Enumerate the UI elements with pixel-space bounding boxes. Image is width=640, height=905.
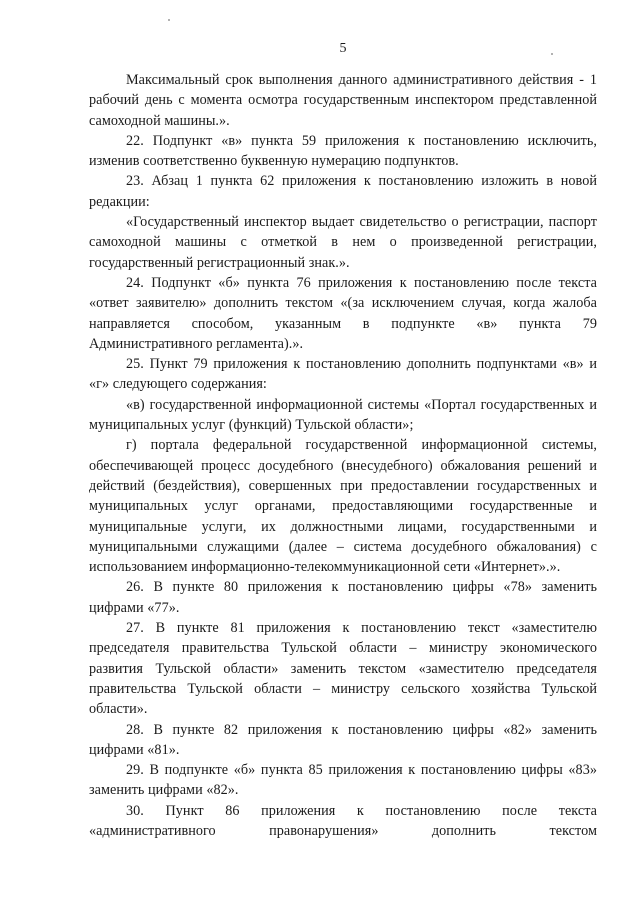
paragraph-item-26: 26. В пункте 80 приложения к постановлению цифры «78» заменить цифрами «77». xyxy=(89,579,597,616)
paragraph-item-22: 22. Подпункт «в» пункта 59 приложения к постановлению исключить, изменив соответственно буквенную нумерацию подпунктов. xyxy=(89,132,597,170)
document-body xyxy=(89,70,597,841)
page-number: 5 xyxy=(339,41,347,56)
document-page xyxy=(89,0,597,905)
paragraph-item-28: 28. В пункте 82 приложения к постановлению цифры «82» заменить цифрами «81». xyxy=(89,721,597,758)
paragraph-item-23: 23. Абзац 1 пункта 62 приложения к постановлению изложить в новой редакции: xyxy=(89,173,597,210)
paragraph-quote-inspector: «Государственный инспектор выдает свидетельство о регистрации, паспорт самоходной машины с отметкой в нем о произведенной регистрации, государственный регистрационный знак.». xyxy=(89,214,597,271)
paragraph-item-24: 24. Подпункт «б» пункта 76 приложения к постановлению после текста «ответ заявителю» дополнить текстом «(за исключением случая, когда жалоба направляется способом, указанным в подпункте «в» пункта 79 Административного регламента).». xyxy=(89,274,597,352)
paragraph-item-27: 27. В пункте 81 приложения к постановлению текст «заместителю председателя правительства Тульской области – министру экономического развития Тульской области» заменить текстом «заместителю председателя правительства Тульской области – министру сельского хозяйства Тульской области». xyxy=(89,620,597,718)
paragraph-item-30: 30. Пункт 86 приложения к постановлению после текста «административного правонарушения» дополнить текстом xyxy=(89,802,597,839)
paragraph-item-29: 29. В подпункте «б» пункта 85 приложения к постановлению цифры «83» заменить цифрами «82». xyxy=(89,762,597,799)
paragraph-max-term: Максимальный срок выполнения данного административного действия - 1 рабочий день с момента осмотра государственным инспектором представленной самоходной машины.». xyxy=(89,72,597,129)
paragraph-subitem-g: г) портала федеральной государственной информационной системы, обеспечивающей процесс досудебного (внесудебного) обжалования решений и действий (бездействия), совершенных при предоставлении государственных и муниципальных услуг органами, предоставляющими государственные и муниципальные услуги, их должностными лицами, государственными и муниципальными служащими (далее – система досудебного обжалования) с использованием информационно-телекоммуникационной сети «Интернет».». xyxy=(89,437,597,576)
paragraph-item-25: 25. Пункт 79 приложения к постановлению дополнить подпунктами «в» и «г» следующего содержания: xyxy=(89,356,597,393)
paragraph-subitem-v: «в) государственной информационной системы «Портал государственных и муниципальных услуг (функций) Тульской области»; xyxy=(89,396,597,434)
